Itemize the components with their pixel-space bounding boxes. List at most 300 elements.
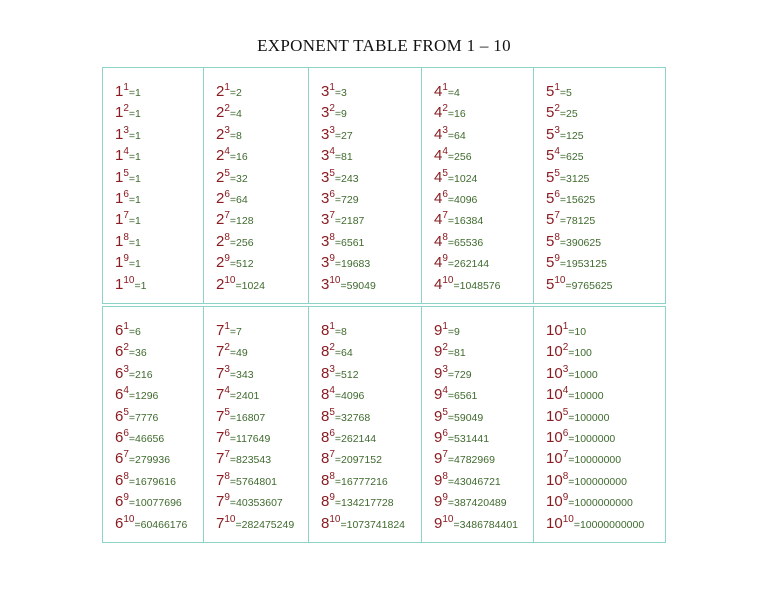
result-value: =16 [229, 151, 248, 164]
base-number: 2 [216, 189, 225, 207]
base-number: 3 [321, 232, 330, 250]
power-entry [216, 145, 308, 166]
power-entry [216, 513, 308, 534]
exponent: 4 [224, 385, 230, 397]
exponent: 9 [554, 253, 560, 265]
exponent: 7 [224, 210, 230, 222]
power-entry [216, 448, 308, 469]
power-entry [321, 448, 421, 469]
base-number: 1 [115, 189, 124, 207]
power-entry [115, 341, 203, 362]
exponent: 2 [224, 342, 230, 354]
exponent: 3 [329, 363, 335, 375]
exponent: 10 [329, 513, 341, 525]
result-value: =36 [128, 347, 147, 360]
exponent: 5 [329, 406, 335, 418]
power-entry [115, 274, 203, 295]
result-value: =60466176 [134, 518, 188, 531]
result-value: =10000 [568, 390, 604, 403]
exponent: 6 [554, 188, 560, 200]
power-entry [434, 406, 533, 427]
exponent: 9 [224, 253, 230, 265]
exponent: 5 [224, 406, 230, 418]
power-entry [321, 188, 421, 209]
table-block-1-to-5 [102, 67, 666, 303]
exponent: 7 [329, 449, 335, 461]
base-number: 4 [434, 147, 443, 165]
power-entry [216, 406, 308, 427]
result-value: =9 [334, 108, 347, 121]
base-number: 3 [321, 211, 330, 229]
power-entry [321, 167, 421, 188]
base-number: 10 [546, 514, 563, 532]
result-value: =2097152 [334, 454, 382, 467]
exponent: 5 [123, 406, 129, 418]
result-value: =8 [334, 326, 347, 338]
power-entry [115, 470, 203, 491]
power-entry [115, 231, 203, 252]
result-value: =9 [447, 326, 460, 338]
result-value: =81 [447, 347, 466, 360]
exponent: 9 [329, 253, 335, 265]
power-entry [546, 102, 665, 123]
base-number: 7 [216, 343, 225, 361]
exponent: 6 [123, 427, 129, 439]
base-number: 9 [434, 493, 443, 511]
exponent: 6 [442, 188, 448, 200]
power-entry [434, 188, 533, 209]
power-entry [434, 252, 533, 273]
result-value: =16777216 [334, 475, 388, 488]
exponent: 5 [554, 167, 560, 179]
power-entry [434, 81, 533, 102]
exponent: 6 [224, 188, 230, 200]
result-value: =1073741824 [340, 518, 405, 531]
exponent: 8 [442, 231, 448, 243]
exponent: 2 [562, 342, 569, 354]
result-value: =279936 [128, 454, 171, 467]
power-entry [216, 252, 308, 273]
power-entry [321, 231, 421, 252]
result-value: =65536 [447, 236, 484, 249]
result-value: =43046721 [447, 475, 501, 488]
exponent: 1 [554, 82, 560, 93]
result-value: =1 [128, 193, 141, 206]
result-value: =5 [559, 87, 572, 99]
base-number: 10 [546, 450, 563, 468]
result-value: =1296 [128, 390, 159, 403]
power-entry [546, 320, 665, 341]
base-number: 10 [546, 322, 563, 339]
column-base-9 [422, 307, 534, 542]
power-entry [216, 209, 308, 230]
base-number: 1 [115, 275, 124, 293]
base-number: 3 [321, 83, 330, 100]
power-entry [115, 406, 203, 427]
exponent: 5 [442, 167, 448, 179]
base-number: 9 [434, 343, 443, 361]
exponent: 8 [442, 470, 448, 482]
base-number: 8 [321, 343, 330, 361]
result-value: =40353607 [229, 497, 283, 510]
power-entry [321, 491, 421, 512]
result-value: =81 [334, 151, 353, 164]
base-number: 9 [434, 450, 443, 468]
result-value: =46656 [128, 432, 165, 445]
result-value: =64 [229, 193, 248, 206]
exponent: 5 [329, 167, 335, 179]
exponent: 10 [442, 513, 454, 525]
base-number: 9 [434, 386, 443, 404]
base-number: 5 [546, 254, 555, 272]
power-entry [216, 274, 308, 295]
base-number: 4 [434, 168, 443, 186]
exponent: 3 [224, 124, 230, 136]
exponent: 1 [329, 321, 335, 332]
base-number: 7 [216, 493, 225, 511]
exponent: 4 [123, 385, 129, 397]
power-entry [321, 384, 421, 405]
result-value: =59049 [447, 411, 484, 424]
power-entry [115, 363, 203, 384]
base-number: 1 [115, 125, 124, 143]
exponent: 10 [224, 513, 236, 525]
result-value: =1 [128, 172, 141, 185]
column-base-1 [103, 68, 204, 303]
base-number: 4 [434, 104, 443, 122]
base-number: 7 [216, 386, 225, 404]
power-entry [216, 231, 308, 252]
result-value: =134217728 [334, 497, 394, 510]
exponent: 9 [442, 253, 448, 265]
exponent: 10 [123, 513, 135, 525]
exponent: 4 [442, 146, 448, 158]
exponent: 10 [224, 274, 236, 286]
power-entry [321, 81, 421, 102]
base-number: 8 [321, 493, 330, 511]
result-value: =1 [128, 236, 141, 249]
column-base-8 [309, 307, 422, 542]
exponent: 8 [329, 231, 335, 243]
power-entry [216, 341, 308, 362]
exponent: 3 [123, 124, 129, 136]
base-number: 10 [546, 493, 563, 511]
exponent: 3 [562, 363, 569, 375]
base-number: 8 [321, 428, 330, 446]
result-value: =1000000 [568, 432, 616, 445]
power-entry [321, 513, 421, 534]
exponent: 10 [554, 274, 566, 286]
exponent: 6 [562, 427, 569, 439]
base-number: 10 [546, 343, 563, 361]
exponent: 7 [123, 210, 129, 222]
base-number: 9 [434, 322, 443, 339]
base-number: 8 [321, 450, 330, 468]
column-base-5 [534, 68, 665, 303]
exponent: 10 [442, 274, 454, 286]
base-number: 8 [321, 471, 330, 489]
exponent: 10 [123, 274, 135, 286]
power-entry [115, 252, 203, 273]
power-entry [115, 491, 203, 512]
page-title: EXPONENT TABLE FROM 1 – 10 [257, 36, 511, 55]
power-entry [321, 320, 421, 341]
base-number: 7 [216, 471, 225, 489]
exponent: 2 [554, 103, 560, 115]
base-number: 10 [546, 428, 563, 446]
power-entry [115, 102, 203, 123]
exponent: 6 [442, 427, 448, 439]
result-value: =4096 [334, 390, 365, 403]
base-number: 2 [216, 275, 225, 293]
base-number: 9 [434, 471, 443, 489]
result-value: =4 [229, 108, 242, 121]
exponent: 10 [562, 513, 574, 525]
base-number: 7 [216, 428, 225, 446]
result-value: =16384 [447, 215, 484, 228]
exponent: 1 [442, 321, 448, 332]
base-number: 2 [216, 168, 225, 186]
result-value: =78125 [559, 215, 596, 228]
power-entry [115, 188, 203, 209]
exponent: 8 [123, 470, 129, 482]
result-value: =15625 [559, 193, 596, 206]
exponent: 3 [329, 124, 335, 136]
result-value: =387420489 [447, 497, 507, 510]
result-value: =512 [334, 368, 359, 381]
result-value: =125 [559, 129, 584, 142]
column-base-4 [422, 68, 534, 303]
base-number: 1 [115, 232, 124, 250]
base-number: 6 [115, 407, 124, 425]
result-value: =3486784401 [453, 518, 518, 531]
exponent: 3 [123, 363, 129, 375]
exponent: 1 [224, 321, 230, 332]
result-value: =10000000 [568, 454, 622, 467]
result-value: =1 [128, 108, 141, 121]
exponent: 10 [329, 274, 341, 286]
power-entry [546, 341, 665, 362]
power-entry [321, 470, 421, 491]
base-number: 6 [115, 343, 124, 361]
exponent: 2 [224, 103, 230, 115]
result-value: =6561 [334, 236, 365, 249]
exponent: 7 [329, 210, 335, 222]
power-entry [115, 209, 203, 230]
base-number: 5 [546, 125, 555, 143]
power-entry [434, 167, 533, 188]
base-number: 5 [546, 168, 555, 186]
power-entry [434, 320, 533, 341]
result-value: =729 [447, 368, 472, 381]
result-value: =6 [128, 326, 141, 338]
result-value: =4 [447, 87, 460, 99]
power-entry [115, 320, 203, 341]
column-base-10 [534, 307, 665, 542]
result-value: =3 [334, 87, 347, 99]
power-entry [216, 427, 308, 448]
base-number: 3 [321, 104, 330, 122]
base-number: 4 [434, 275, 443, 293]
power-entry [115, 167, 203, 188]
base-number: 3 [321, 189, 330, 207]
power-entry [216, 491, 308, 512]
result-value: =16 [447, 108, 466, 121]
base-number: 3 [321, 254, 330, 272]
base-number: 9 [434, 364, 443, 382]
exponent: 2 [123, 103, 129, 115]
base-number: 4 [434, 211, 443, 229]
exponent: 4 [442, 385, 448, 397]
base-number: 4 [434, 83, 443, 100]
exponent: 9 [329, 492, 335, 504]
power-entry [115, 384, 203, 405]
result-value: =27 [334, 129, 353, 142]
result-value: =10077696 [128, 497, 182, 510]
power-entry [546, 384, 665, 405]
result-value: =10000000000 [573, 518, 645, 531]
result-value: =1024 [447, 172, 478, 185]
power-entry [546, 470, 665, 491]
exponent: 7 [554, 210, 560, 222]
exponent: 2 [442, 342, 448, 354]
exponent: 4 [554, 146, 560, 158]
base-number: 3 [321, 147, 330, 165]
power-entry [434, 363, 533, 384]
result-value: =262144 [334, 432, 377, 445]
base-number: 1 [115, 83, 124, 100]
power-entry [321, 145, 421, 166]
power-entry [434, 145, 533, 166]
base-number: 7 [216, 322, 225, 339]
base-number: 4 [434, 232, 443, 250]
exponent: 6 [224, 427, 230, 439]
exponent: 7 [123, 449, 129, 461]
result-value: =10 [568, 326, 587, 338]
power-entry [321, 274, 421, 295]
power-entry [434, 448, 533, 469]
base-number: 6 [115, 514, 124, 532]
column-base-7 [204, 307, 309, 542]
result-value: =512 [229, 258, 254, 271]
table-block-6-to-10 [102, 307, 666, 543]
exponent: 3 [224, 363, 230, 375]
result-value: =7 [229, 326, 242, 338]
result-value: =6561 [447, 390, 478, 403]
power-entry [434, 513, 533, 534]
power-entry [434, 470, 533, 491]
result-value: =1048576 [453, 279, 501, 292]
result-value: =625 [559, 151, 584, 164]
exponent: 8 [123, 231, 129, 243]
base-number: 8 [321, 514, 330, 532]
result-value: =3125 [559, 172, 590, 185]
base-number: 7 [216, 514, 225, 532]
power-entry [546, 363, 665, 384]
exponent: 7 [562, 449, 569, 461]
base-number: 2 [216, 232, 225, 250]
result-value: =343 [229, 368, 254, 381]
power-entry [546, 209, 665, 230]
result-value: =2401 [229, 390, 260, 403]
base-number: 6 [115, 322, 124, 339]
exponent: 4 [329, 146, 335, 158]
base-number: 4 [434, 125, 443, 143]
exponent: 6 [329, 188, 335, 200]
base-number: 5 [546, 104, 555, 122]
result-value: =256 [229, 236, 254, 249]
column-base-2 [204, 68, 309, 303]
power-entry [434, 209, 533, 230]
base-number: 6 [115, 493, 124, 511]
exponent: 6 [329, 427, 335, 439]
exponent: 4 [562, 385, 569, 397]
exponent: 7 [442, 210, 448, 222]
base-number: 5 [546, 232, 555, 250]
result-value: =100 [568, 347, 592, 360]
base-number: 6 [115, 450, 124, 468]
power-entry [115, 145, 203, 166]
exponent: 2 [329, 342, 335, 354]
base-number: 5 [546, 211, 555, 229]
exponent: 3 [554, 124, 560, 136]
result-value: =1 [134, 279, 147, 292]
base-number: 1 [115, 104, 124, 122]
exponent: 5 [562, 406, 569, 418]
base-number: 10 [546, 386, 563, 404]
base-number: 6 [115, 364, 124, 382]
power-entry [546, 81, 665, 102]
base-number: 2 [216, 104, 225, 122]
result-value: =32768 [334, 411, 371, 424]
exponent: 3 [442, 124, 448, 136]
power-entry [546, 145, 665, 166]
power-entry [216, 470, 308, 491]
power-entry [321, 124, 421, 145]
exponent: 2 [442, 103, 448, 115]
result-value: =1000000000 [568, 497, 633, 510]
power-entry [546, 188, 665, 209]
result-value: =1 [128, 151, 141, 164]
power-entry [546, 491, 665, 512]
result-value: =1 [128, 215, 141, 228]
exponent: 9 [562, 492, 569, 504]
result-value: =100000 [568, 411, 610, 424]
exponent: 9 [123, 253, 129, 265]
power-entry [115, 427, 203, 448]
power-entry [546, 231, 665, 252]
exponent: 7 [442, 449, 448, 461]
exponent: 8 [224, 470, 230, 482]
result-value: =216 [128, 368, 153, 381]
exponent: 1 [224, 82, 230, 93]
exponent: 7 [224, 449, 230, 461]
power-entry [434, 231, 533, 252]
exponent: 8 [562, 470, 569, 482]
exponent: 5 [442, 406, 448, 418]
exponent: 2 [329, 103, 335, 115]
exponent: 4 [224, 146, 230, 158]
power-entry [546, 406, 665, 427]
exponent: 9 [224, 492, 230, 504]
result-value: =19683 [334, 258, 371, 271]
result-value: =1 [128, 129, 141, 142]
exponent: 9 [123, 492, 129, 504]
result-value: =117649 [229, 432, 271, 445]
power-entry [216, 363, 308, 384]
exponent-table [102, 67, 666, 543]
power-entry [434, 491, 533, 512]
